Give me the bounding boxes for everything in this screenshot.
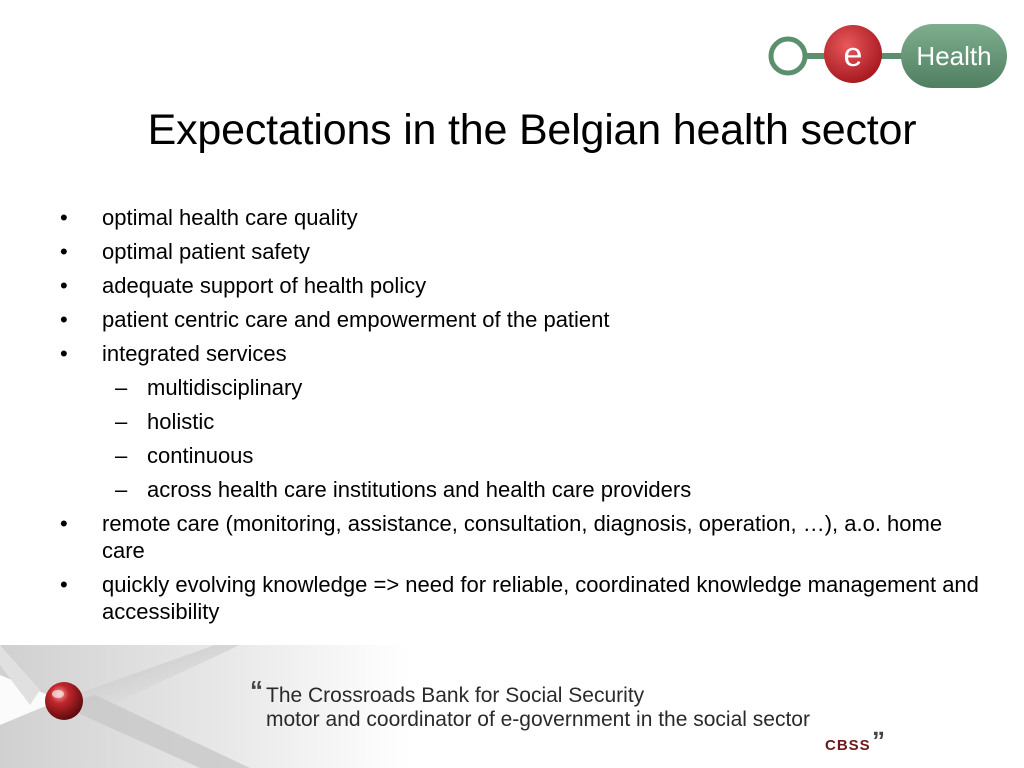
bullet-item [60, 204, 980, 231]
bullet-glyph: • [60, 341, 68, 366]
bullet-item [60, 272, 980, 299]
bullet-text: integrated services [102, 341, 287, 366]
bullet-item [60, 238, 980, 265]
logo-e-text: e [843, 36, 863, 74]
bullet-text: patient centric care and empowerment of the patient [102, 307, 610, 332]
sub-bullet-glyph: – [115, 375, 128, 400]
sub-bullet-list [102, 374, 980, 503]
bullet-text: optimal health care quality [102, 205, 358, 230]
bullet-text: quickly evolving knowledge => need for reliable, coordinated knowledge management and accessibility [102, 572, 979, 624]
sub-bullet-text: multidisciplinary [147, 375, 303, 400]
bullet-list [60, 204, 980, 632]
logo-health-text: Health [916, 41, 992, 71]
bullet-glyph: • [60, 239, 68, 264]
sub-bullet-glyph: – [115, 477, 128, 502]
ring-shape [771, 39, 805, 73]
ehealth-logo [764, 18, 1009, 92]
sub-bullet-text: continuous [147, 443, 254, 468]
sub-bullet-item [102, 476, 980, 503]
close-quote-mark: „ [872, 711, 885, 741]
bullet-item [60, 340, 980, 503]
bullet-glyph: • [60, 307, 68, 332]
sub-bullet-glyph: – [115, 443, 128, 468]
bullet-glyph: • [60, 572, 68, 597]
sub-bullet-text: across health care institutions and health care providers [147, 477, 692, 502]
sub-bullet-text: holistic [147, 409, 215, 434]
bullet-text: optimal patient safety [102, 239, 310, 264]
quote-line-2: motor and coordinator of e-government in the social sector [266, 708, 810, 731]
bullet-glyph: • [60, 511, 68, 536]
slide-title: Expectations in the Belgian health sector [147, 106, 917, 154]
bullet-glyph: • [60, 205, 68, 230]
bullet-item [60, 571, 980, 625]
sub-bullet-glyph: – [115, 409, 128, 434]
bullet-text: remote care (monitoring, assistance, consultation, diagnosis, operation, …), a.o. home care [102, 511, 943, 563]
bullet-item [60, 306, 980, 333]
sub-bullet-item [102, 408, 980, 435]
quote-line-1: The Crossroads Bank for Social Security [266, 684, 645, 707]
sub-bullet-item [102, 374, 980, 401]
red-sphere-shape [45, 682, 83, 720]
bullet-glyph: • [60, 273, 68, 298]
bullet-item [60, 510, 980, 564]
cbss-logo-text: CBSS [825, 737, 871, 754]
sub-bullet-item [102, 442, 980, 469]
open-quote-mark: “ [250, 675, 263, 705]
bullet-text: adequate support of health policy [102, 273, 427, 298]
